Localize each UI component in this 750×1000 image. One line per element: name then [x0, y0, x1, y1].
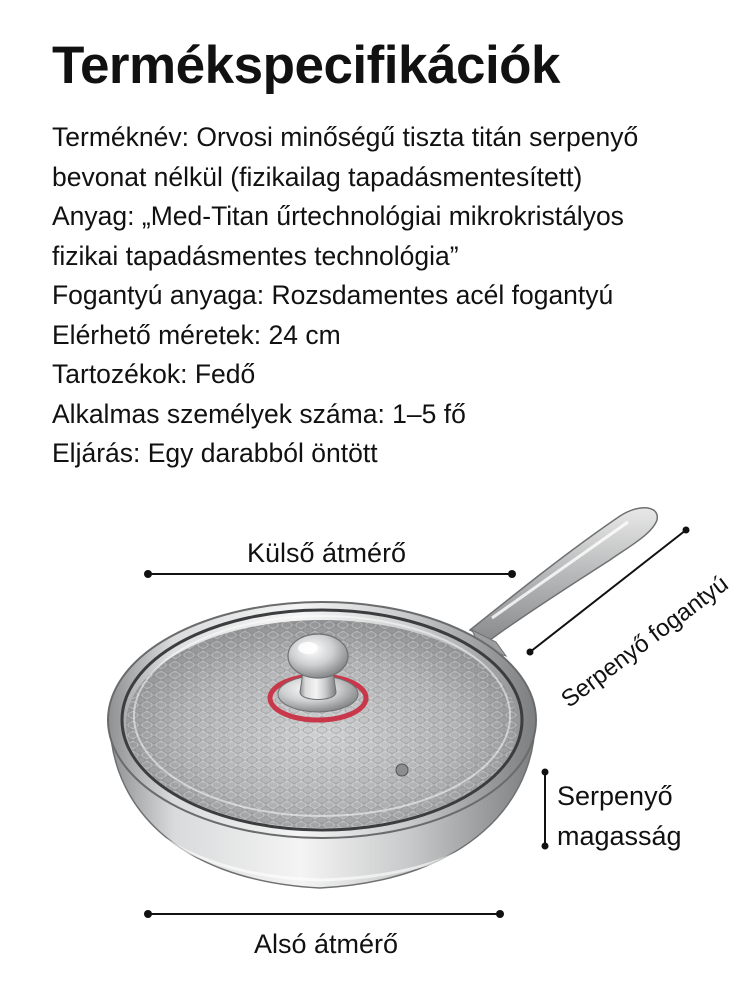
spec-line: Elérhető méretek: 24 cm — [52, 319, 341, 350]
page-title: Termékspecifikációk — [52, 36, 561, 95]
spec-line: fizikai tapadásmentes technológia” — [52, 240, 459, 271]
spec-line: Eljárás: Egy darabból öntött — [52, 438, 378, 468]
spec-line: Terméknév: Orvosi minőségű tiszta titán serpenyő — [52, 122, 639, 152]
pan-height-label-line2: magasság — [557, 821, 682, 851]
pan-height-line — [542, 769, 549, 850]
pan-height-label — [557, 776, 682, 856]
pan-height-label-line1: Serpenyő — [557, 781, 673, 811]
steam-vent — [396, 764, 408, 776]
spec-line: Alkalmas személyek száma: 1–5 fő — [52, 398, 466, 429]
bottom-diameter-label: Alsó átmérő — [254, 929, 399, 959]
spec-line: Fogantyú anyaga: Rozsdamentes acél fogantyú — [52, 280, 614, 310]
outer-diameter-label: Külső átmérő — [247, 538, 407, 568]
handle-label: Serpenyő fogantyú — [556, 570, 734, 714]
bottom-diameter-line — [144, 910, 504, 918]
spec-line: bevonat nélkül (fizikailag tapadásmentesített) — [52, 161, 583, 192]
outer-diameter-line — [144, 570, 516, 578]
spec-line: Anyag: „Med-Titan űrtechnológiai mikrokristályos — [52, 201, 624, 231]
spec-line: Tartozékok: Fedő — [52, 359, 256, 389]
